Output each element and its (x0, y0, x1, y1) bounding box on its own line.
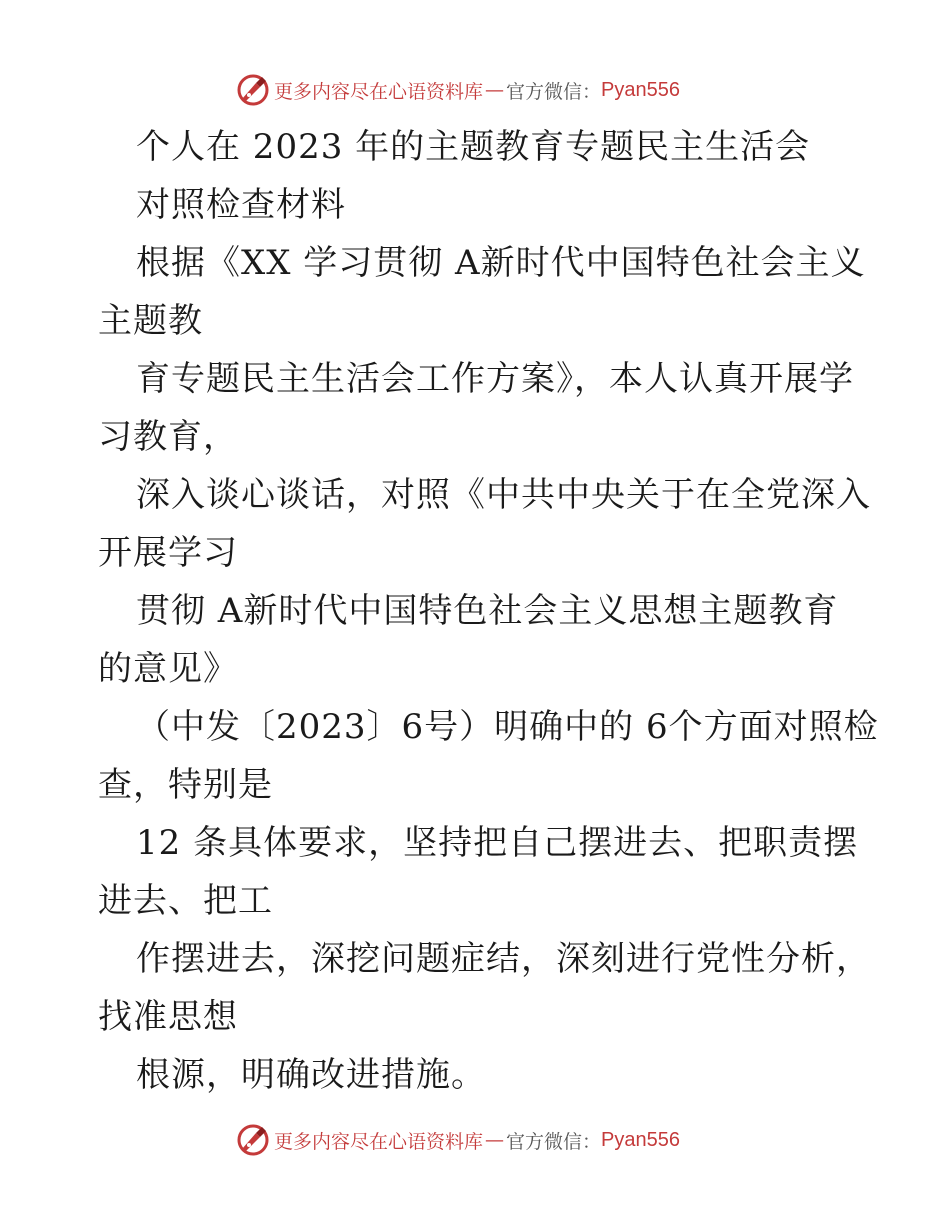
doc-paragraph-line: 进去、把工 (98, 881, 273, 921)
watermark-wechat-id: Pyan556 (601, 78, 680, 101)
watermark-official-label: 官方微信： (506, 1130, 602, 1153)
doc-paragraph-line: 习教育， (98, 417, 238, 457)
footer-watermark (236, 1122, 680, 1158)
doc-paragraph-line: 根据《XX 学习贯彻 A新时代中国特色社会主义 (136, 243, 866, 283)
doc-paragraph-line: 育专题民主生活会工作方案》，本人认真开展学 (136, 359, 854, 399)
doc-title-line-1: 个人在 2023 年的主题教育专题民主生活会 (136, 127, 811, 167)
doc-paragraph-line: 主题教 (98, 301, 203, 341)
doc-paragraph-line: 12 条具体要求，坚持把自己摆进去、把职责摆 (136, 823, 859, 863)
doc-paragraph-line: 查，特别是 (98, 765, 273, 805)
doc-paragraph-line: （中发〔2023〕6号）明确中的 6个方面对照检 (136, 707, 879, 747)
doc-paragraph-line: 开展学习 (98, 533, 238, 573)
watermark-brand-text: 更多内容尽在心语资料库 (274, 80, 484, 103)
watermark-brand-text: 更多内容尽在心语资料库 (274, 1130, 484, 1153)
doc-paragraph-line: 作摆进去，深挖问题症结，深刻进行党性分析， (136, 939, 871, 979)
doc-paragraph-line: 的意见》 (98, 649, 238, 689)
watermark-dash: — (485, 79, 505, 101)
header-watermark (236, 72, 680, 108)
document-body (98, 118, 879, 1104)
writing-hand-logo-icon (236, 73, 270, 107)
doc-paragraph-line: 贯彻 A新时代中国特色社会主义思想主题教育 (136, 591, 839, 631)
doc-title-line-2: 对照检查材料 (136, 185, 346, 225)
watermark-wechat-id: Pyan556 (601, 1128, 680, 1151)
doc-paragraph-line: 根源，明确改进措施。 (136, 1055, 486, 1095)
watermark-official-label: 官方微信： (506, 80, 602, 103)
watermark-dash: — (485, 1129, 505, 1151)
doc-paragraph-line: 深入谈心谈话，对照《中共中央关于在全党深入 (136, 475, 871, 515)
writing-hand-logo-icon (236, 1123, 270, 1157)
doc-paragraph-line: 找准思想 (98, 997, 238, 1037)
